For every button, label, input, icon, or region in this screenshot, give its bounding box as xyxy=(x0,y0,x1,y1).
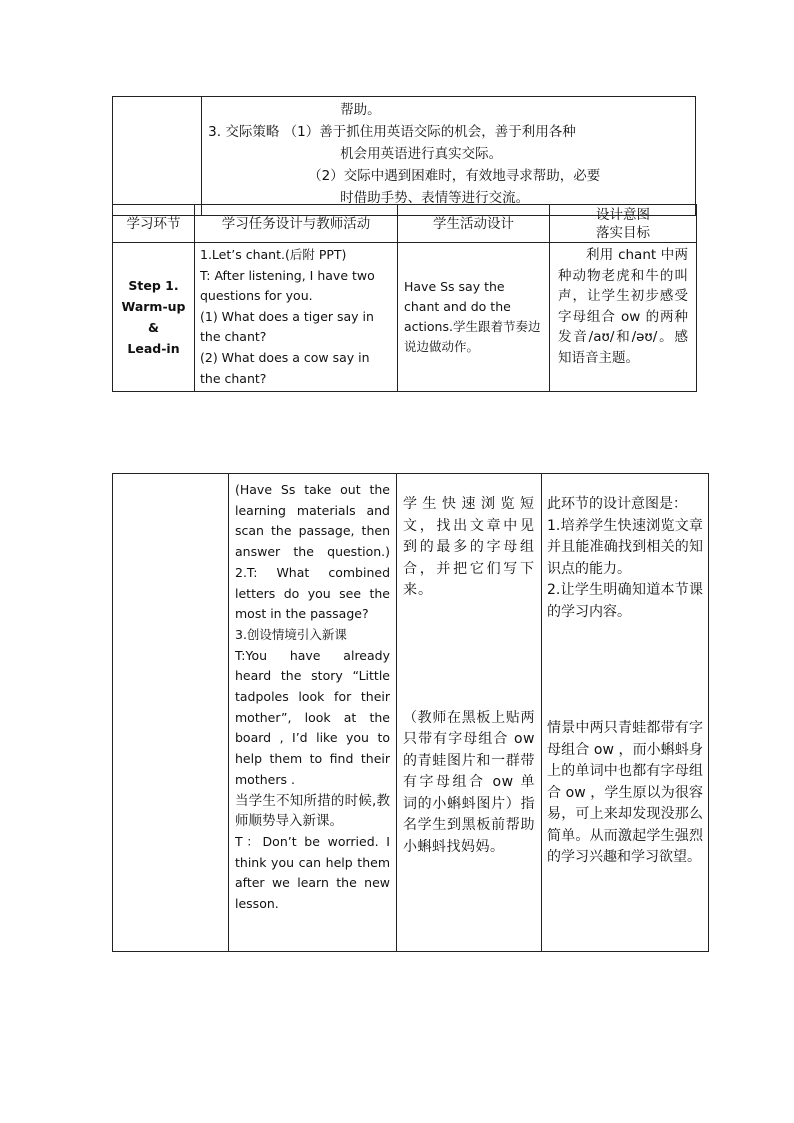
teacher-line: 1.Let’s chant.(后附 PPT) xyxy=(200,247,347,262)
header-purpose-line1: 设计意图 xyxy=(596,206,650,223)
step-line: Lead-in xyxy=(127,341,180,357)
purpose-text: 情景中两只青蛙都带有字母组合 ow ，而小蝌蚪身上的单词中也都有字母组合 ow ，学生原以为很容易，可上来却发现没那么简单。从而激起学生强烈的学习兴趣和学习欲望。 xyxy=(547,720,703,865)
student-text: （教师在黑板上贴两只带有字母组合 ow 的青蛙图片和一群带有字母组合 ow 单词的小蝌蚪图片）指名学生到黑板前帮助小蝌蚪找妈妈。 xyxy=(403,709,535,855)
student-activity-text: Have Ss say the chant and do the actions.学生跟着节奏边说边做动作。 xyxy=(404,279,541,355)
header-stage: 学习环节 xyxy=(113,205,195,243)
empty-cell xyxy=(113,97,202,216)
step-line: & xyxy=(148,320,159,336)
teacher-text: (Have Ss take out the learning materials and scan the passage, then answer the question.) 2.T: What combined letters do you see the most in the passage? xyxy=(235,482,390,622)
student-activity-cell xyxy=(398,243,550,392)
teacher-line: (1) What does a tiger say in xyxy=(200,308,374,324)
strategy-line: （2）交际中遇到困难时，有效地寻求帮助，必要 xyxy=(308,168,601,184)
purpose-text: 1.培养学生快速浏览文章并且能准确找到相关的知识点的能力。 xyxy=(547,517,703,577)
teacher-text: T:You have already heard the story “Little tadpoles look for their mother”, look at the board , I’d like you to help them to find their mothers . xyxy=(235,647,390,787)
strategy-line: 帮助。 xyxy=(340,102,381,118)
empty-stage-cell xyxy=(113,474,229,952)
step-line: Warm-up xyxy=(121,299,186,315)
purpose-cell xyxy=(542,474,709,952)
spacer xyxy=(547,623,703,718)
strategy-line: 时借助手势、表情等进行交流。 xyxy=(340,190,530,206)
teacher-activity-cell xyxy=(195,243,398,392)
teacher-line: questions for you. xyxy=(200,288,313,304)
header-purpose-line2: 落实目标 xyxy=(596,224,650,241)
step-label xyxy=(113,243,195,392)
step-line: Step 1. xyxy=(128,278,179,294)
header-teacher-activity: 学习任务设计与教师活动 xyxy=(195,205,398,243)
spacer xyxy=(403,602,535,708)
strategy-line: 机会用英语进行真实交际。 xyxy=(340,146,503,162)
header-student-activity: 学生活动设计 xyxy=(398,205,550,243)
student-text: 学生快速浏览短文，找出文章中见到的最多的字母组合，并把它们写下来。 xyxy=(403,496,535,598)
lesson-plan-table-step xyxy=(112,204,697,392)
teacher-activity-cell xyxy=(229,474,397,952)
teacher-text: 3.创设情境引入新课 xyxy=(235,626,347,642)
lesson-plan-table-top xyxy=(112,96,696,216)
purpose-text: 2.让学生明确知道本节课的学习内容。 xyxy=(547,582,703,620)
purpose-text: 利用 chant 中两种动物老虎和牛的叫声，让学生初步感受字母组合 ow 的两种发音/aʊ/和/əʊ/。感知语音主题。 xyxy=(558,247,688,366)
teacher-text: 当学生不知所措的时候,教师顺势导入新课。 xyxy=(235,792,390,830)
strategy-line: 3. 交际策略 （1）善于抓住用英语交际的机会，善于利用各种 xyxy=(208,124,576,140)
purpose-cell xyxy=(550,243,697,392)
teacher-line: T: After listening, I have two xyxy=(200,267,375,283)
teacher-line: (2) What does a cow say in xyxy=(200,349,370,365)
teacher-text: T：Don’t be worried. I think you can help them after we learn the new lesson. xyxy=(235,833,390,912)
strategy-cell xyxy=(202,97,696,216)
student-activity-cell xyxy=(397,474,542,952)
lesson-plan-table-bottom xyxy=(112,473,709,952)
teacher-line: the chant? xyxy=(200,370,267,386)
teacher-line: the chant? xyxy=(200,329,267,345)
purpose-text: 此环节的设计意图是： xyxy=(547,496,687,512)
header-purpose xyxy=(550,205,697,243)
